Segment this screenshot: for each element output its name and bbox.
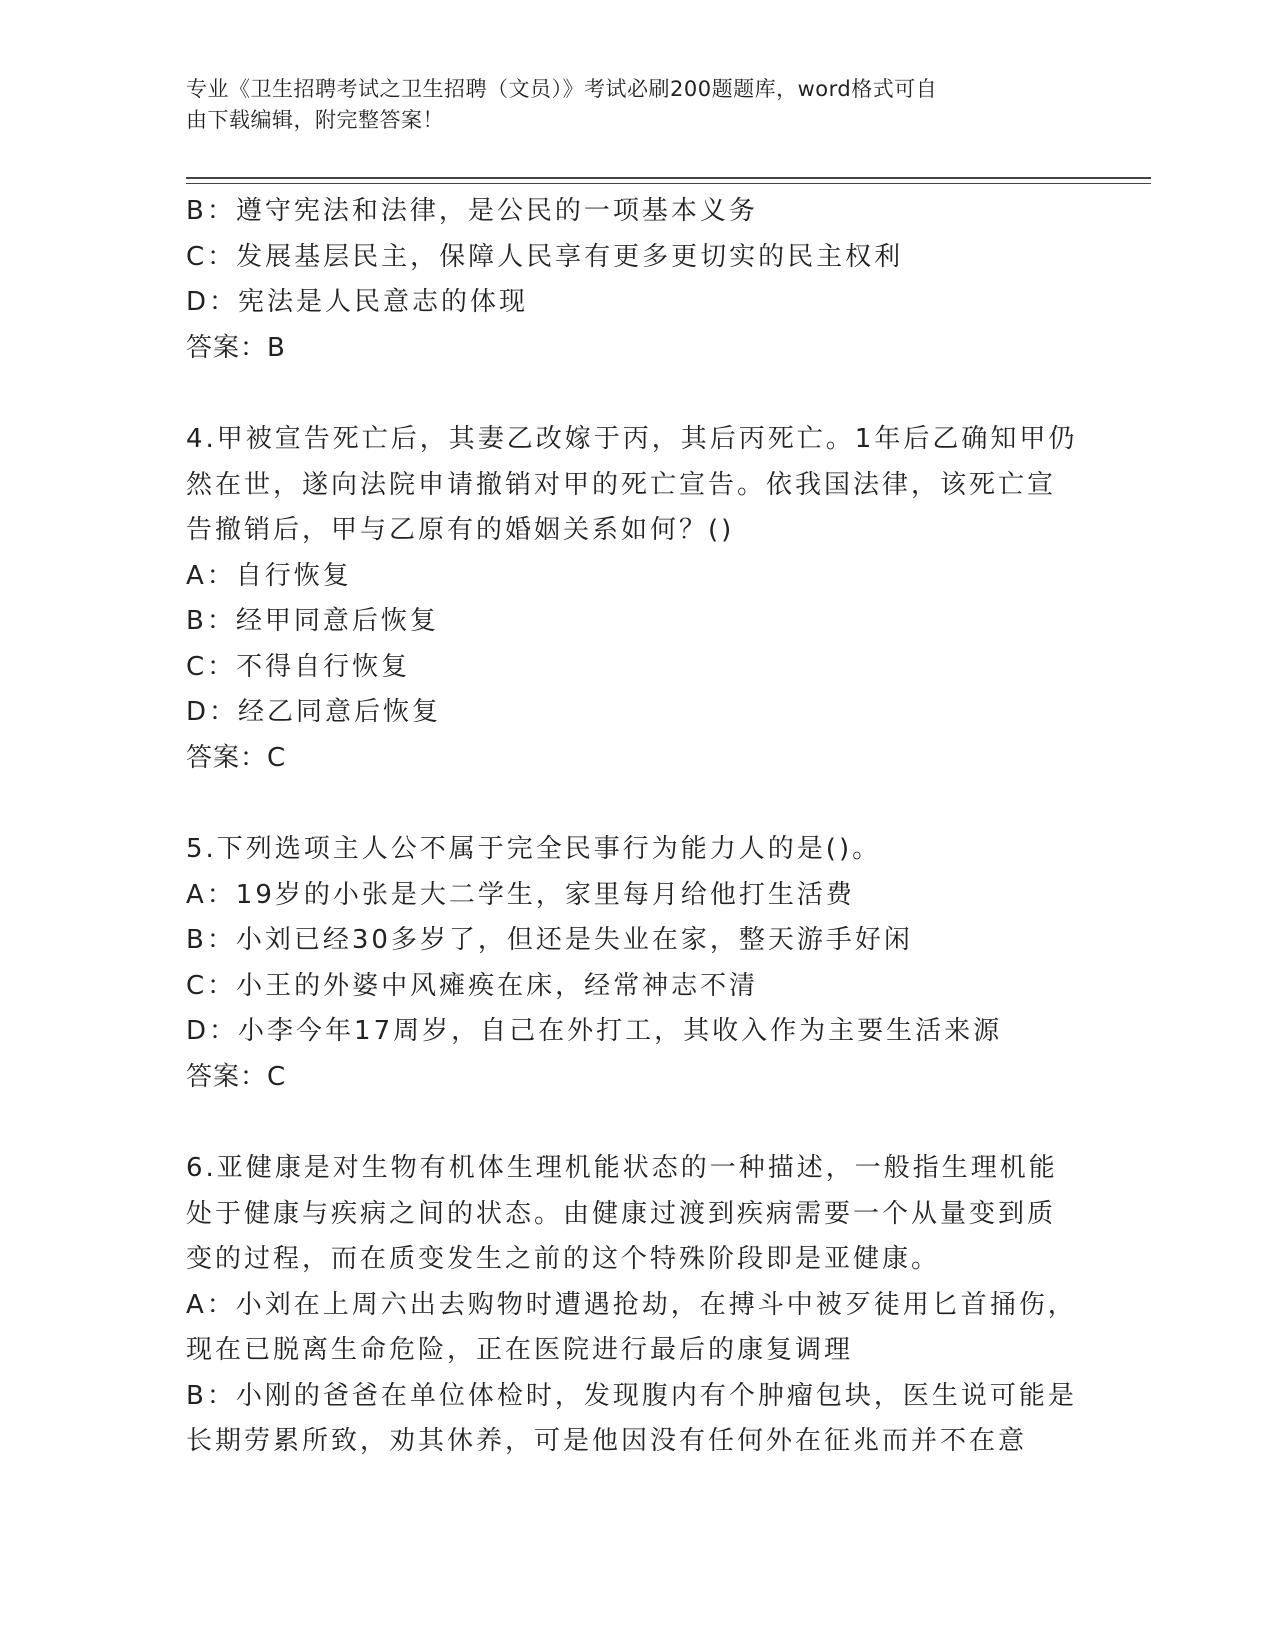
option-b: B：小刘已经30多岁了，但还是失业在家，整天游手好闲	[186, 925, 913, 955]
option-d: D：宪法是人民意志的体现	[186, 287, 529, 317]
header-line-1: 专业《卫生招聘考试之卫生招聘（文员）》考试必刷200题题库，word格式可自	[186, 77, 938, 101]
option-c: C：不得自行恢复	[186, 651, 411, 682]
option-d: D：小李今年17周岁，自己在外打工，其收入作为主要生活来源	[186, 1016, 1003, 1046]
question-stem-line: 4.甲被宣告死亡后，其妻乙改嫁于丙，其后丙死亡。1年后乙确知甲仍	[186, 424, 1078, 454]
option-b-continued: 长期劳累所致，劝其休养，可是他因没有任何外在征兆而并不在意	[186, 1426, 1028, 1456]
header-line-2: 由下载编辑，附完整答案！	[186, 108, 444, 132]
question-stem-line: 5.下列选项主人公不属于完全民事行为能力人的是()。	[186, 834, 882, 864]
answer-line: 答案：B	[186, 332, 286, 363]
option-b: B：小刚的爸爸在单位体检时，发现腹内有个肿瘤包块，医生说可能是	[186, 1380, 1077, 1411]
option-a-continued: 现在已脱离生命危险，正在医院进行最后的康复调理	[186, 1335, 854, 1365]
document-body	[186, 189, 1086, 1465]
option-b: B：遵守宪法和法律，是公民的一项基本义务	[186, 196, 758, 226]
answer-line: 答案：C	[186, 1061, 287, 1092]
spacer	[186, 371, 1086, 417]
option-c: C：小王的外婆中风瘫痪在床，经常神志不清	[186, 970, 759, 1001]
question-4	[186, 417, 1086, 781]
header-divider-thin	[186, 183, 1151, 184]
question-6	[186, 1146, 1086, 1465]
question-stem-line: 变的过程，而在质变发生之前的这个特殊阶段即是亚健康。	[186, 1244, 941, 1274]
question-stem-line: 6.亚健康是对生物有机体生理机能状态的一种描述，一般指生理机能	[186, 1153, 1058, 1183]
option-d: D：经乙同意后恢复	[186, 697, 442, 727]
question-stem-line: 告撤销后，甲与乙原有的婚姻关系如何？()	[186, 515, 735, 545]
spacer	[186, 1100, 1086, 1146]
option-a: A：自行恢复	[186, 560, 352, 591]
question-5	[186, 827, 1086, 1100]
question-stem-line: 处于健康与疾病之间的状态。由健康过渡到疾病需要一个从量变到质	[186, 1198, 1057, 1229]
question-stem-line: 然在世，遂向法院申请撤销对甲的死亡宣告。依我国法律，该死亡宣	[186, 469, 1057, 500]
option-b: B：经甲同意后恢复	[186, 606, 439, 636]
option-a: A：小刘在上周六出去购物时遭遇抢劫，在搏斗中被歹徒用匕首捅伤，	[186, 1289, 1077, 1320]
document-header	[186, 74, 1066, 136]
header-divider-thick	[186, 177, 1151, 179]
question-3-tail	[186, 189, 1086, 371]
answer-line: 答案：C	[186, 742, 287, 773]
spacer	[186, 781, 1086, 827]
option-c: C：发展基层民主，保障人民享有更多更切实的民主权利	[186, 241, 904, 272]
option-a: A：19岁的小张是大二学生，家里每月给他打生活费	[186, 879, 855, 910]
